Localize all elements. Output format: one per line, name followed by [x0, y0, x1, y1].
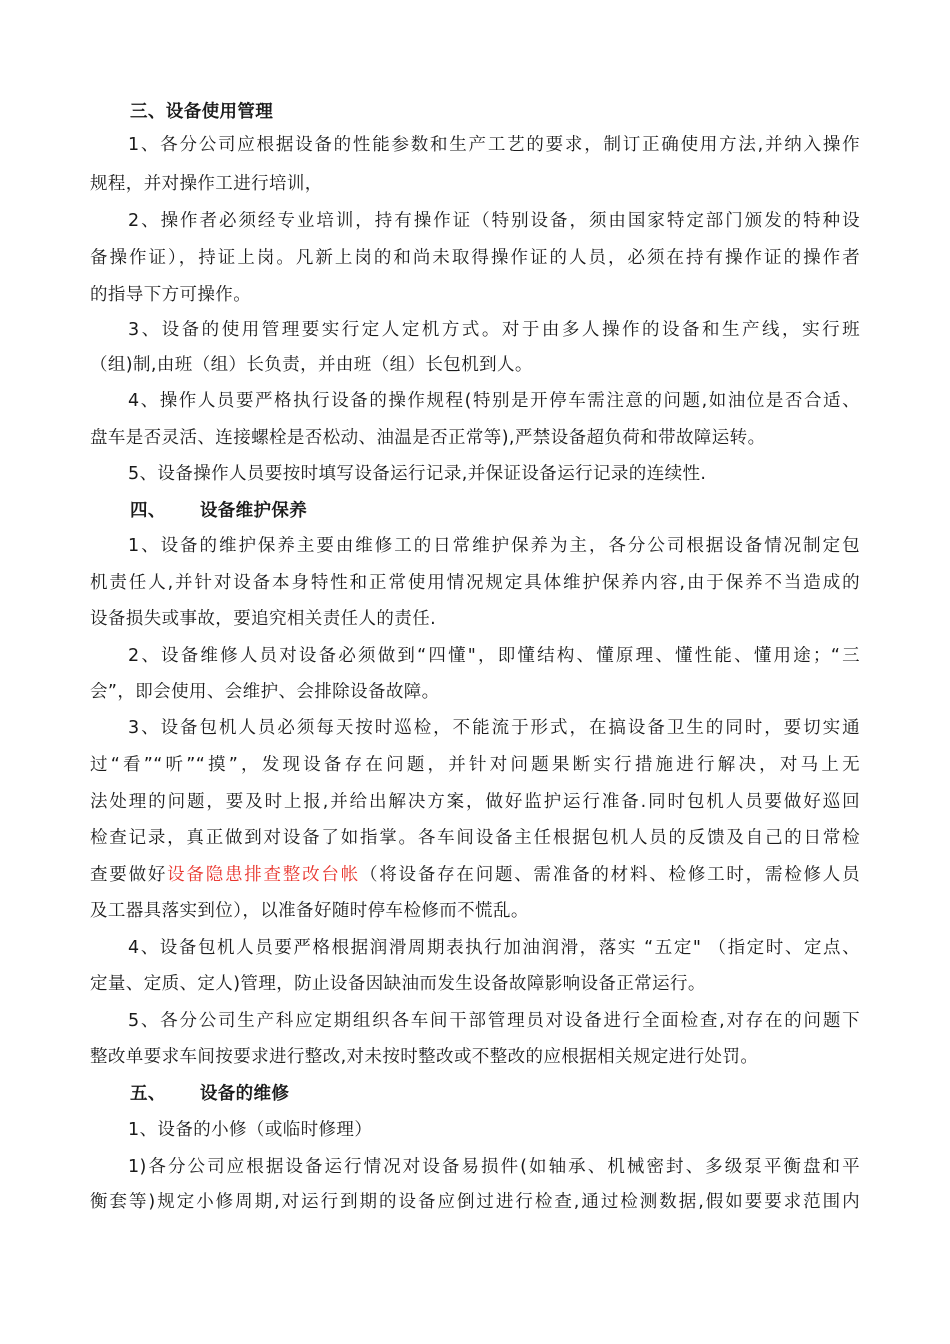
s4-item3-line5 — [90, 863, 860, 887]
s4-item2-line1: 2、设备维修人员对设备必须做到“四懂"，即懂结构、懂原理、懂性能、懂用途；“三 — [128, 646, 860, 666]
s4-item3-line3: 法处理的问题，要及时上报,并给出解决方案，做好监护运行准备.同时包机人员要做好巡回 — [90, 792, 860, 812]
highlighted-ledger-text: 设备隐患排查整改台帐 — [167, 865, 360, 885]
s4-item1-line1: 1、设备的维护保养主要由维修工的日常维护保养为主，各分公司根据设备情况制定包 — [128, 536, 860, 556]
s3-item5-line1: 5、设备操作人员要按时填写设备运行记录,并保证设备运行记录的连续性. — [128, 464, 707, 484]
s4-item1-line2: 机责任人,并针对设备本身特性和正常使用情况规定具体维护保养内容,由于保养不当造成的 — [90, 573, 860, 593]
s4-item3-line2: 过“看”“听”“摸”，发现设备存在问题，并针对问题果断实行措施进行解决，对马上无 — [90, 755, 860, 775]
section-3-heading: 三、设备使用管理 — [130, 102, 274, 122]
s4-item3-line6: 及工器具落实到位），以准备好随时停车检修而不慌乱。 — [90, 901, 529, 921]
s4-item3-line5-pre: 查要做好 — [90, 865, 168, 885]
s4-item4-line2: 定量、定质、定人)管理，防止设备因缺油而发生设备故障影响设备正常运行。 — [90, 974, 706, 994]
s3-item2-line3: 的指导下方可操作。 — [90, 285, 252, 305]
s5-item1-line1: 1、设备的小修（或临时修理） — [128, 1120, 373, 1140]
s3-item2-line1: 2、操作者必须经专业培训，持有操作证（特别设备，须由国家特定部门颁发的特种设 — [128, 211, 860, 231]
section-4-heading — [130, 499, 900, 523]
s3-item3-line2: （组)制,由班（组）长负责，并由班（组）长包机到人。 — [90, 355, 533, 375]
s5-item2-line1: 1)各分公司应根据设备运行情况对设备易损件(如轴承、机械密封、多级泵平衡盘和平 — [128, 1157, 860, 1177]
s4-item3-line1: 3、设备包机人员必须每天按时巡检，不能流于形式，在搞设备卫生的同时，要切实通 — [128, 718, 860, 738]
section-5-title: 设备的维修 — [199, 1084, 290, 1104]
s4-item3-line4: 检查记录，真正做到对设备了如指掌。各车间设备主任根据包机人员的反馈及自己的日常检 — [90, 828, 860, 848]
section-5-number: 五、 — [130, 1084, 166, 1104]
s3-item2-line2: 备操作证），持证上岗。凡新上岗的和尚未取得操作证的人员，必须在持有操作证的操作者 — [90, 248, 860, 268]
s3-item1-line1: 1、各分公司应根据设备的性能参数和生产工艺的要求，制订正确使用方法,并纳入操作 — [128, 135, 860, 155]
s3-item3-line1: 3、设备的使用管理要实行定人定机方式。对于由多人操作的设备和生产线，实行班 — [128, 320, 860, 340]
s4-item5-line1: 5、各分公司生产科应定期组织各车间干部管理员对设备进行全面检查,对存在的问题下 — [128, 1011, 860, 1031]
s4-item1-line3: 设备损失或事故，要追究相关责任人的责任. — [90, 609, 437, 629]
s4-item5-line2: 整改单要求车间按要求进行整改,对未按时整改或不整改的应根据相关规定进行处罚。 — [90, 1047, 759, 1067]
section-4-title: 设备维护保养 — [199, 501, 308, 521]
section-4-number: 四、 — [130, 501, 166, 521]
s3-item1-line2: 规程，并对操作工进行培训， — [90, 174, 323, 194]
s3-item4-line2: 盘车是否灵活、连接螺栓是否松动、油温是否正常等),严禁设备超负荷和带故障运转。 — [90, 428, 766, 448]
s4-item2-line2: 会”，即会使用、会维护、会排除设备故障。 — [90, 682, 440, 702]
s5-item2-line2: 衡套等)规定小修周期,对运行到期的设备应倒过进行检查,通过检测数据,假如要要求范围内 — [90, 1192, 860, 1212]
s4-item3-line5-post: （将设备存在问题、需准备的材料、检修工时，需检修人员 — [359, 865, 860, 885]
s3-item4-line1: 4、操作人员要严格执行设备的操作规程(特别是开停车需注意的问题,如油位是否合适、 — [128, 391, 860, 411]
s4-item4-line1: 4、设备包机人员要严格根据润滑周期表执行加油润滑，落实 “五定" （指定时、定点、 — [128, 938, 860, 958]
section-5-heading — [130, 1082, 900, 1106]
